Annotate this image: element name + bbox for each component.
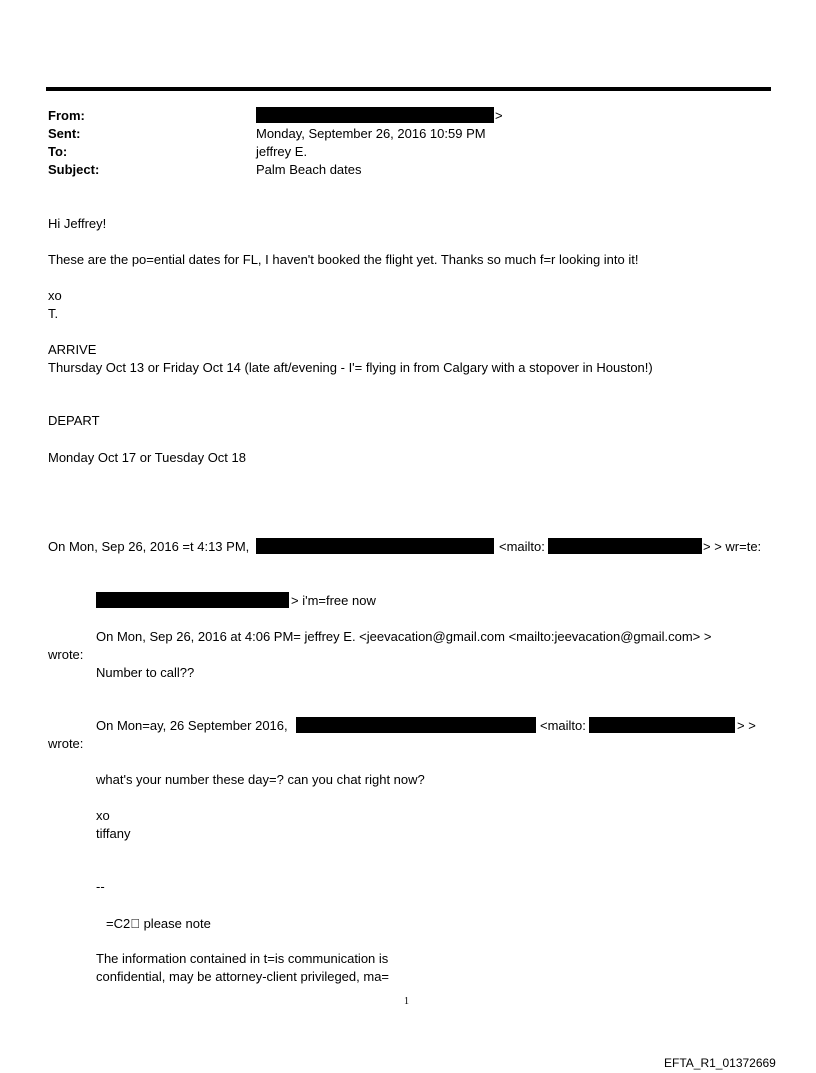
quote1-mailto: <mailto: <box>499 539 545 554</box>
redaction-from <box>256 107 494 123</box>
header-rule <box>46 87 771 91</box>
to-label: To: <box>48 144 68 159</box>
arrive-heading: ARRIVE <box>48 342 97 357</box>
quote3-wrote: wrote: <box>48 647 84 662</box>
sent-value: Monday, September 26, 2016 10:59 PM <box>256 126 486 141</box>
from-value-suffix: > <box>495 108 503 123</box>
depart-text: Monday Oct 17 or Tuesday Oct 18 <box>48 450 246 465</box>
redaction-quote4-email <box>589 717 735 733</box>
sign-initial: T. <box>48 306 59 321</box>
redaction-quote2 <box>96 592 289 608</box>
quote2-text: > i'm=free now <box>291 593 376 608</box>
quote4-body: what's your number these day=? can you chat right now? <box>96 772 425 787</box>
to-value: jeffrey E. <box>256 144 308 159</box>
depart-heading: DEPART <box>48 413 100 428</box>
greeting: Hi Jeffrey! <box>48 216 107 231</box>
quote1-prefix: On Mon, Sep 26, 2016 =t 4:13 PM, <box>48 539 250 554</box>
confidential-line1: The information contained in t=is communication is <box>96 951 389 966</box>
quote3-line: On Mon, Sep 26, 2016 at 4:06 PM= jeffrey E. <jeevacation@gmail.com <mailto:jeevacation@gmail.com> > <box>96 629 712 644</box>
arrive-text: Thursday Oct 13 or Friday Oct 14 (late aft/evening - I'= flying in from Calgary with a stopover in Houston!) <box>48 360 653 375</box>
subject-value: Palm Beach dates <box>256 162 362 177</box>
please-note: =C2  please note <box>106 916 211 931</box>
quote4-wrote: wrote: <box>48 736 84 751</box>
quote1-suffix: > > wr=te: <box>703 539 762 554</box>
signature-dashes: -- <box>96 879 105 894</box>
quote4-prefix: On Mon=ay, 26 September 2016, <box>96 718 288 733</box>
body-line1: These are the po=ential dates for FL, I haven't booked the flight yet. Thanks so much f=r looking into it! <box>48 252 639 267</box>
subject-label: Subject: <box>48 162 100 177</box>
sent-label: Sent: <box>48 126 81 141</box>
quote4-suffix: > > <box>737 718 756 733</box>
confidential-line2: confidential, may be attorney-client privileged, ma= <box>96 969 390 984</box>
redaction-quote4-name <box>296 717 536 733</box>
from-label: From: <box>48 108 85 123</box>
quote3-body: Number to call?? <box>96 665 195 680</box>
redaction-quote1-email <box>548 538 702 554</box>
sign-xo: xo <box>48 288 62 303</box>
quote4-sign-name: tiffany <box>96 826 131 841</box>
document-id: EFTA_R1_01372669 <box>664 1056 776 1070</box>
redaction-quote1-name <box>256 538 494 554</box>
quote4-sign-xo: xo <box>96 808 110 823</box>
quote4-mailto: <mailto: <box>540 718 586 733</box>
page-number: 1 <box>404 996 409 1007</box>
